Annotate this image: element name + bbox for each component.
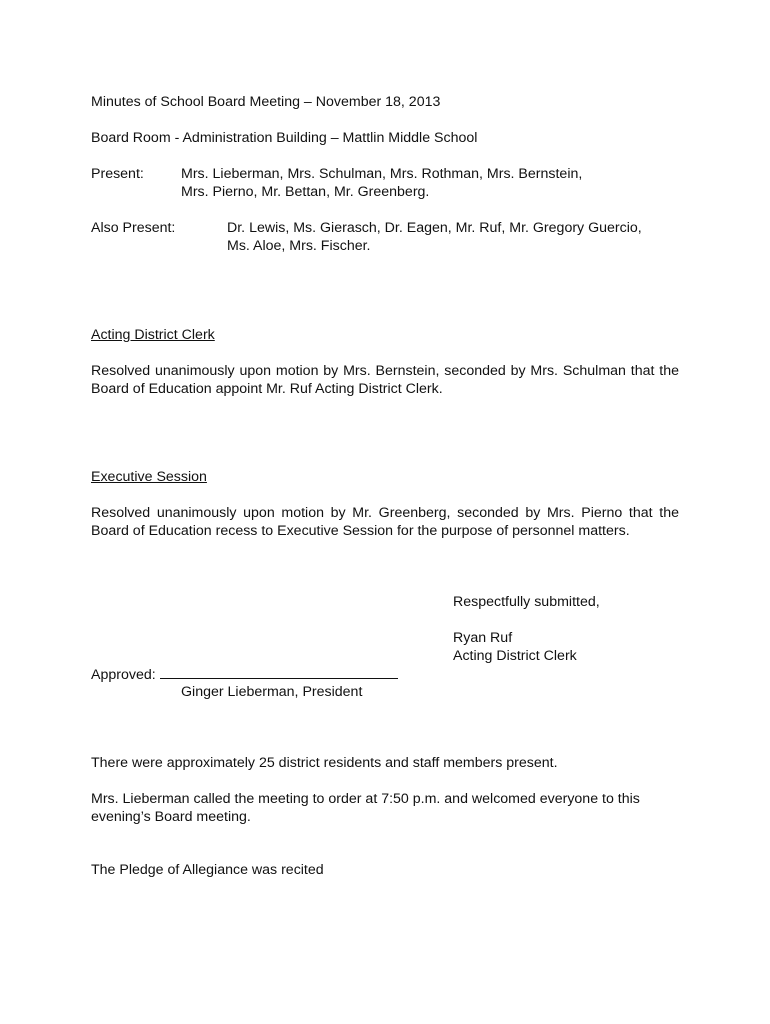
signature-line <box>160 665 398 679</box>
approval-label: Approved: <box>91 667 156 683</box>
present-label: Present: <box>91 166 144 182</box>
pledge-note: The Pledge of Allegiance was recited <box>91 862 324 878</box>
present-names-line2: Mrs. Pierno, Mr. Bettan, Mr. Greenberg. <box>181 184 430 200</box>
closing-text: Respectfully submitted, <box>453 594 600 610</box>
document-title: Minutes of School Board Meeting – November 18, 2013 <box>91 94 441 110</box>
approver-name: Ginger Lieberman, President <box>181 684 363 700</box>
executive-session-resolution: Resolved unanimously upon motion by Mr. Greenberg, seconded by Mrs. Pierno that the Board of Education recess to Executive Session for the purpose of personnel matters. <box>91 505 679 539</box>
call-to-order: Mrs. Lieberman called the meeting to order at 7:50 p.m. and welcomed everyone to this evening’s Board meeting. <box>91 791 640 825</box>
also-present-label: Also Present: <box>91 220 176 236</box>
meeting-location: Board Room - Administration Building – Mattlin Middle School <box>91 130 478 146</box>
attendance-note: There were approximately 25 district residents and staff members present. <box>91 755 558 771</box>
also-present-names-line1: Dr. Lewis, Ms. Gierasch, Dr. Eagen, Mr. Ruf, Mr. Gregory Guercio, <box>227 220 642 236</box>
submitter-name: Ryan Ruf <box>453 630 513 646</box>
approval-row <box>91 665 398 684</box>
acting-clerk-resolution: Resolved unanimously upon motion by Mrs. Bernstein, seconded by Mrs. Schulman that the Board of Education appoint Mr. Ruf Acting District Clerk. <box>91 363 679 397</box>
submitter-role: Acting District Clerk <box>453 648 577 664</box>
section-heading-acting-clerk: Acting District Clerk <box>91 327 215 343</box>
present-names-line1: Mrs. Lieberman, Mrs. Schulman, Mrs. Rothman, Mrs. Bernstein, <box>181 166 583 182</box>
also-present-names-line2: Ms. Aloe, Mrs. Fischer. <box>227 238 371 254</box>
section-heading-executive-session: Executive Session <box>91 469 207 485</box>
